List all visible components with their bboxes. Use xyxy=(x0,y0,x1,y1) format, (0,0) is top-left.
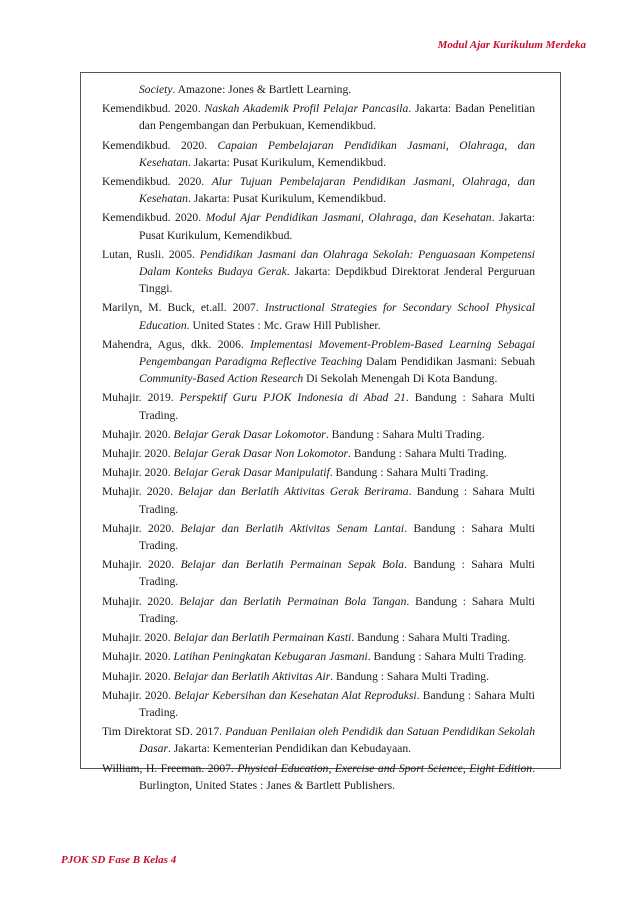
reference-entry: Society. Amazone: Jones & Bartlett Learning. xyxy=(139,83,352,96)
reference-box xyxy=(80,72,561,792)
reference-entry: Muhajir. 2020. Belajar Gerak Dasar Lokomotor. Bandung : Sahara Multi Trading. xyxy=(102,427,485,441)
reference-entry: Muhajir. 2019. Perspektif Guru PJOK Indonesia di Abad 21. Bandung : Sahara Multi Trading. xyxy=(102,391,535,422)
reference-entry: William, H. Freeman. 2007. Physical Education, Exercise and Sport Science, Eight Edition. Burlington, United States : Janes & Bartlett Publishers. xyxy=(102,761,535,792)
reference-entry: Muhajir. 2020. Belajar Kebersihan dan Kesehatan Alat Reproduksi. Bandung : Sahara Multi Trading. xyxy=(102,688,535,719)
reference-entry: Muhajir. 2020. Belajar Gerak Dasar Non Lokomotor. Bandung : Sahara Multi Trading. xyxy=(102,447,507,461)
reference-entry: Kemendikbud. 2020. Capaian Pembelajaran Pendidikan Jasmani, Olahraga, dan Kesehatan. Jakarta: Pusat Kurikulum, Kemendikbud. xyxy=(102,138,536,169)
reference-entry: Kemendikbud. 2020. Naskah Akademik Profil Pelajar Pancasila. Jakarta: Badan Penelitian dan Pengembangan dan Perbukuan, Kemendikbud. xyxy=(102,102,535,133)
reference-entry: Muhajir. 2020. Belajar dan Berlatih Aktivitas Senam Lantai. Bandung : Sahara Multi Trading. xyxy=(102,521,536,553)
reference-entry: Tim Direktorat SD. 2017. Panduan Penilaian oleh Pendidik dan Satuan Pendidikan Sekolah Dasar. Jakarta: Kementerian Pendidikan dan Kebudayaan. xyxy=(102,725,535,756)
reference-entry: Muhajir. 2020. Latihan Peningkatan Kebugaran Jasmani. Bandung : Sahara Multi Trading. xyxy=(102,650,527,664)
reference-entry: Muhajir. 2020. Belajar dan Berlatih Aktivitas Air. Bandung : Sahara Multi Trading. xyxy=(102,669,490,683)
reference-entry: Kemendikbud. 2020. Alur Tujuan Pembelajaran Pendidikan Jasmani, Olahraga, dan Kesehatan. Jakarta: Pusat Kurikulum, Kemendikbud. xyxy=(102,175,536,206)
reference-entry: Muhajir. 2020. Belajar dan Berlatih Permainan Sepak Bola. Bandung : Sahara Multi Trading. xyxy=(102,558,535,589)
running-footer: PJOK SD Fase B Kelas 4 xyxy=(61,854,177,866)
running-header: Modul Ajar Kurikulum Merdeka xyxy=(437,39,586,51)
reference-entry: Marilyn, M. Buck, et.all. 2007. Instructional Strategies for Secondary School Physical Education. United States : Mc. Graw Hill Publisher. xyxy=(102,301,535,332)
reference-list xyxy=(102,81,535,796)
reference-entry: Kemendikbud. 2020. Modul Ajar Pendidikan Jasmani, Olahraga, dan Kesehatan. Jakarta: Pusat Kurikulum, Kemendikbud. xyxy=(102,211,536,242)
reference-entry: Muhajir. 2020. Belajar dan Berlatih Permainan Kasti. Bandung : Sahara Multi Trading. xyxy=(102,631,511,645)
reference-entry: Mahendra, Agus, dkk. 2006. Implementasi Movement-Problem-Based Learning Sebagai Pengembangan Paradigma Reflective Teaching Dalam Pendidikan Jasmani: Sebuah Community-Based Action Research Di Sekolah Menengah Di Kota Bandung. xyxy=(102,337,536,386)
reference-entry: Muhajir. 2020. Belajar dan Berlatih Permainan Bola Tangan. Bandung : Sahara Multi Trading. xyxy=(102,594,535,625)
reference-entry: Muhajir. 2020. Belajar Gerak Dasar Manipulatif. Bandung : Sahara Multi Trading. xyxy=(102,466,489,480)
reference-entry: Lutan, Rusli. 2005. Pendidikan Jasmani dan Olahraga Sekolah: Penguasaan Kompetensi Dalam Konteks Budaya Gerak. Jakarta: Depdikbud Direktorat Jenderal Perguruan Tinggi. xyxy=(102,247,536,296)
reference-entry: Muhajir. 2020. Belajar dan Berlatih Aktivitas Gerak Berirama. Bandung : Sahara Multi Trading. xyxy=(102,485,535,516)
